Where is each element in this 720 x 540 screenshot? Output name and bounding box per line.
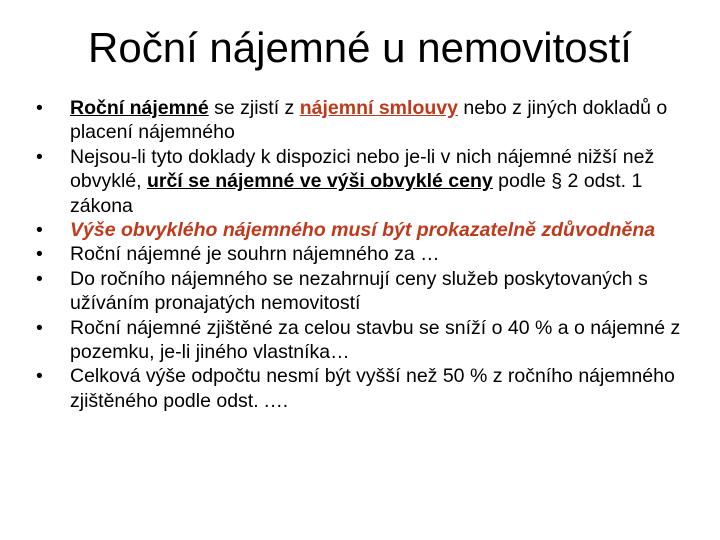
bullet-list [36, 96, 686, 413]
bullet-item-6 [36, 316, 686, 365]
bullet-1-text: se zjistí z [208, 97, 300, 119]
bullet-icon: • [36, 145, 43, 168]
bullet-1-rest: nebo z jiných dokladů o placení nájemného [70, 97, 668, 144]
bullet-icon: • [36, 219, 43, 242]
bullet-1-term: Roční nájemné [70, 97, 209, 119]
bullet-2-rest: podle § 2 odst. 1 zákona [70, 170, 643, 217]
slide-title: Roční nájemné u nemovitostí [88, 24, 632, 71]
bullet-2-emphasis: určí se nájemné ve výši obvyklé ceny [146, 170, 493, 193]
bullet-icon: • [36, 365, 43, 388]
bullet-icon: • [36, 267, 43, 290]
bullet-4-text: Roční nájemné je souhrn nájemného za … [70, 243, 440, 266]
bullet-item-5 [36, 267, 686, 316]
bullet-item-7 [36, 364, 686, 413]
bullet-item-2 [36, 145, 686, 218]
bullet-7-text: Celková výše odpočtu nesmí být vyšší než 50 % z ročního nájemného zjištěného podle odst. .… [70, 365, 675, 412]
bullet-icon: • [36, 243, 43, 266]
bullet-6-text: Roční nájemné zjištěné za celou stavbu se sníží o 40 % a o nájemné z pozemku, je-li jiného vlastníka… [70, 316, 681, 364]
bullet-icon: • [36, 97, 43, 119]
bullet-item-3 [36, 218, 686, 242]
bullet-item-4 [36, 242, 686, 266]
bullet-icon: • [36, 316, 43, 339]
bullet-item-1 [36, 96, 686, 145]
bullet-5-text: Do ročního nájemného se nezahrnují ceny služeb poskytovaných s užíváním pronajatých nemovitostí [70, 267, 648, 315]
bullet-1-contract: nájemní smlouvy [299, 97, 458, 119]
bullet-2-text: Nejsou-li tyto doklady k dispozici nebo je-li v nich nájemné nižší než obvyklé, [70, 145, 655, 193]
bullet-3-text: Výše obvyklého nájemného musí být prokazatelně zdůvodněna [70, 219, 656, 242]
